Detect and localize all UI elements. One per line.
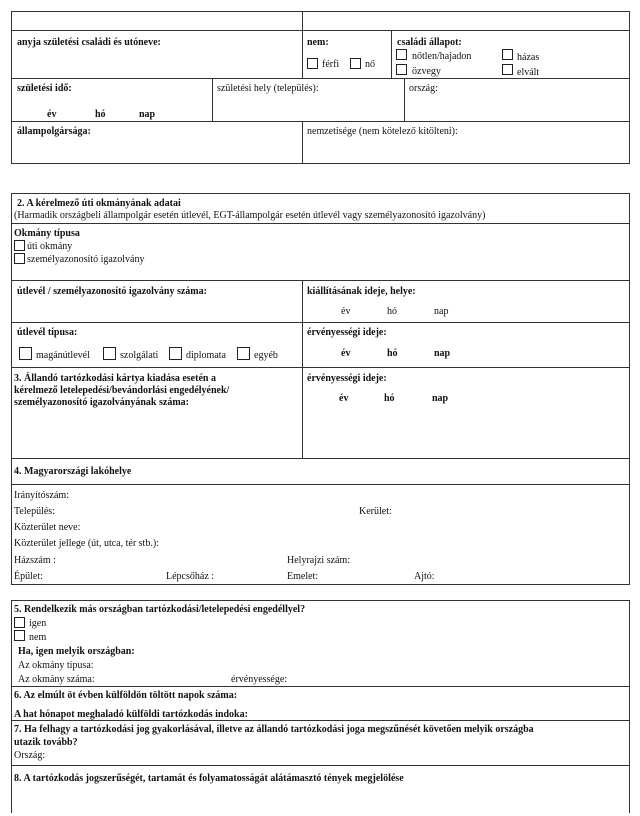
passport-type-label: útlevél típusa: xyxy=(17,327,78,338)
document-type-label: Okmány típusa xyxy=(14,228,80,239)
service-passport-label: szolgálati xyxy=(120,350,159,361)
which-country-label: Ha, igen melyik országban: xyxy=(18,646,135,657)
permit-day-label: nap xyxy=(432,393,449,404)
section-4-title: 4. Magyarországi lakóhelye xyxy=(14,466,132,477)
divider xyxy=(404,78,405,121)
sex-female-label: nő xyxy=(365,59,375,70)
birth-country-label: ország: xyxy=(409,83,438,94)
divider xyxy=(302,280,303,458)
validity-year-label: év xyxy=(341,348,351,359)
divider xyxy=(391,30,392,78)
travel-document-label: úti okmány xyxy=(27,241,73,252)
other-permit-yes-checkbox[interactable] xyxy=(14,617,25,628)
private-passport-checkbox[interactable] xyxy=(19,347,32,360)
permit-validity-label: érvényességi ideje: xyxy=(307,373,387,384)
birth-date-label: születési idő: xyxy=(17,83,72,94)
destination-country-label: Ország: xyxy=(14,750,46,761)
personal-data-table xyxy=(11,11,630,164)
building-label: Épület: xyxy=(14,571,43,582)
divider xyxy=(212,78,213,121)
sex-label: nem: xyxy=(307,37,329,48)
divider xyxy=(11,280,630,281)
validity-month-label: hó xyxy=(387,348,398,359)
travel-document-checkbox[interactable] xyxy=(14,240,25,251)
section-2-title: 2. A kérelmező úti okmányának adatai xyxy=(17,198,181,209)
sex-female-checkbox[interactable] xyxy=(350,58,361,69)
divider xyxy=(11,686,630,687)
section-5-title: 5. Rendelkezik más országban tartózkodási/letelepedési engedéllyel? xyxy=(14,604,306,615)
permit-doc-type-label: Az okmány típusa: xyxy=(18,660,94,671)
section-2-subtitle: (Harmadik országbeli állampolgár esetén útlevél, EGT-állampolgár esetén útlevél vagy személyazonosító igazolvány) xyxy=(14,210,486,221)
id-card-checkbox[interactable] xyxy=(14,253,25,264)
district-label: Kerület: xyxy=(359,506,392,517)
other-permit-yes-label: igen xyxy=(29,618,47,629)
floor-label: Emelet: xyxy=(287,571,319,582)
diplomatic-passport-label: diplomata xyxy=(186,350,226,361)
marital-divorced-label: elvált xyxy=(517,67,540,78)
divider xyxy=(302,121,303,164)
section-3-title-line-3: személyazonosító igazolványának száma: xyxy=(14,397,189,408)
marital-status-label: családi állapot: xyxy=(397,37,462,48)
issue-month-label: hó xyxy=(387,306,397,317)
divider xyxy=(11,484,630,485)
marital-single-label: nőtlen/hajadon xyxy=(412,51,472,62)
section-8-title: 8. A tartózkodás jogszerűségét, tartamát és folyamatosságát alátámasztó tények megjelölése xyxy=(14,773,404,784)
nationality-label: nemzetisége (nem kötelező kitölteni): xyxy=(307,126,458,137)
marital-single-checkbox[interactable] xyxy=(396,49,407,60)
service-passport-checkbox[interactable] xyxy=(103,347,116,360)
marital-married-label: házas xyxy=(517,52,540,63)
marital-married-checkbox[interactable] xyxy=(502,49,513,60)
other-passport-label: egyéb xyxy=(254,350,278,361)
validity-day-label: nap xyxy=(434,348,451,359)
sex-male-label: férfi xyxy=(322,59,340,70)
other-permit-no-label: nem xyxy=(29,632,47,643)
passport-number-label: útlevél / személyazonosító igazolvány száma: xyxy=(17,286,207,297)
section-3-title-line-2: kérelmező letelepedési/bevándorlási engedélyének/ xyxy=(14,385,230,396)
city-label: Település: xyxy=(14,506,55,517)
birth-year-label: év xyxy=(47,109,57,120)
divider xyxy=(11,223,630,224)
citizenship-label: állampolgársága: xyxy=(17,126,91,137)
section-6-title: 6. Az elmúlt öt évben külföldön töltött napok száma: xyxy=(14,690,238,701)
id-card-label: személyazonosító igazolvány xyxy=(27,254,145,265)
divider xyxy=(11,720,630,721)
mother-name-label: anyja születési családi és utóneve: xyxy=(17,37,161,48)
permit-year-label: év xyxy=(339,393,349,404)
street-type-label: Közterület jellege (út, utca, tér stb.): xyxy=(14,538,159,549)
street-name-label: Közterület neve: xyxy=(14,522,81,533)
divider xyxy=(11,765,630,766)
stairs-label: Lépcsőház : xyxy=(166,571,215,582)
issue-year-label: év xyxy=(341,306,351,317)
other-passport-checkbox[interactable] xyxy=(237,347,250,360)
door-label: Ajtó: xyxy=(414,571,435,582)
private-passport-label: magánútlevél xyxy=(36,350,90,361)
diplomatic-passport-checkbox[interactable] xyxy=(169,347,182,360)
passport-validity-label: érvényességi ideje: xyxy=(307,327,387,338)
section-7-title-line-2: utazik tovább? xyxy=(14,737,78,748)
sex-male-checkbox[interactable] xyxy=(307,58,318,69)
zip-code-label: Irányítószám: xyxy=(14,490,69,501)
birth-month-label: hó xyxy=(95,109,106,120)
marital-divorced-checkbox[interactable] xyxy=(502,64,513,75)
issue-date-place-label: kiállításának ideje, helye: xyxy=(307,286,416,297)
abroad-reason-label: A hat hónapot meghaladó külföldi tartózkodás indoka: xyxy=(14,709,248,720)
permit-month-label: hó xyxy=(384,393,395,404)
divider xyxy=(11,78,630,79)
issue-day-label: nap xyxy=(434,306,449,317)
divider xyxy=(11,30,630,31)
divider xyxy=(11,367,630,368)
marital-widowed-label: özvegy xyxy=(412,66,441,77)
house-number-label: Házszám : xyxy=(14,555,56,566)
divider xyxy=(11,322,630,323)
marital-widowed-checkbox[interactable] xyxy=(396,64,407,75)
section-7-title-line-1: 7. Ha felhagy a tartózkodási jog gyakorlásával, illetve az állandó tartózkodási joga megszűnését követően melyik országba xyxy=(14,724,534,735)
birth-day-label: nap xyxy=(139,109,156,120)
divider xyxy=(11,121,630,122)
divider xyxy=(302,11,303,78)
permit-doc-validity-label: érvényessége: xyxy=(231,674,288,685)
lot-number-label: Helyrajzi szám: xyxy=(287,555,351,566)
section-3-title-line-1: 3. Állandó tartózkodási kártya kiadása esetén a xyxy=(14,373,216,384)
divider xyxy=(11,458,630,459)
birth-place-label: születési hely (település): xyxy=(217,83,319,94)
other-permit-no-checkbox[interactable] xyxy=(14,630,25,641)
permit-doc-number-label: Az okmány száma: xyxy=(18,674,95,685)
